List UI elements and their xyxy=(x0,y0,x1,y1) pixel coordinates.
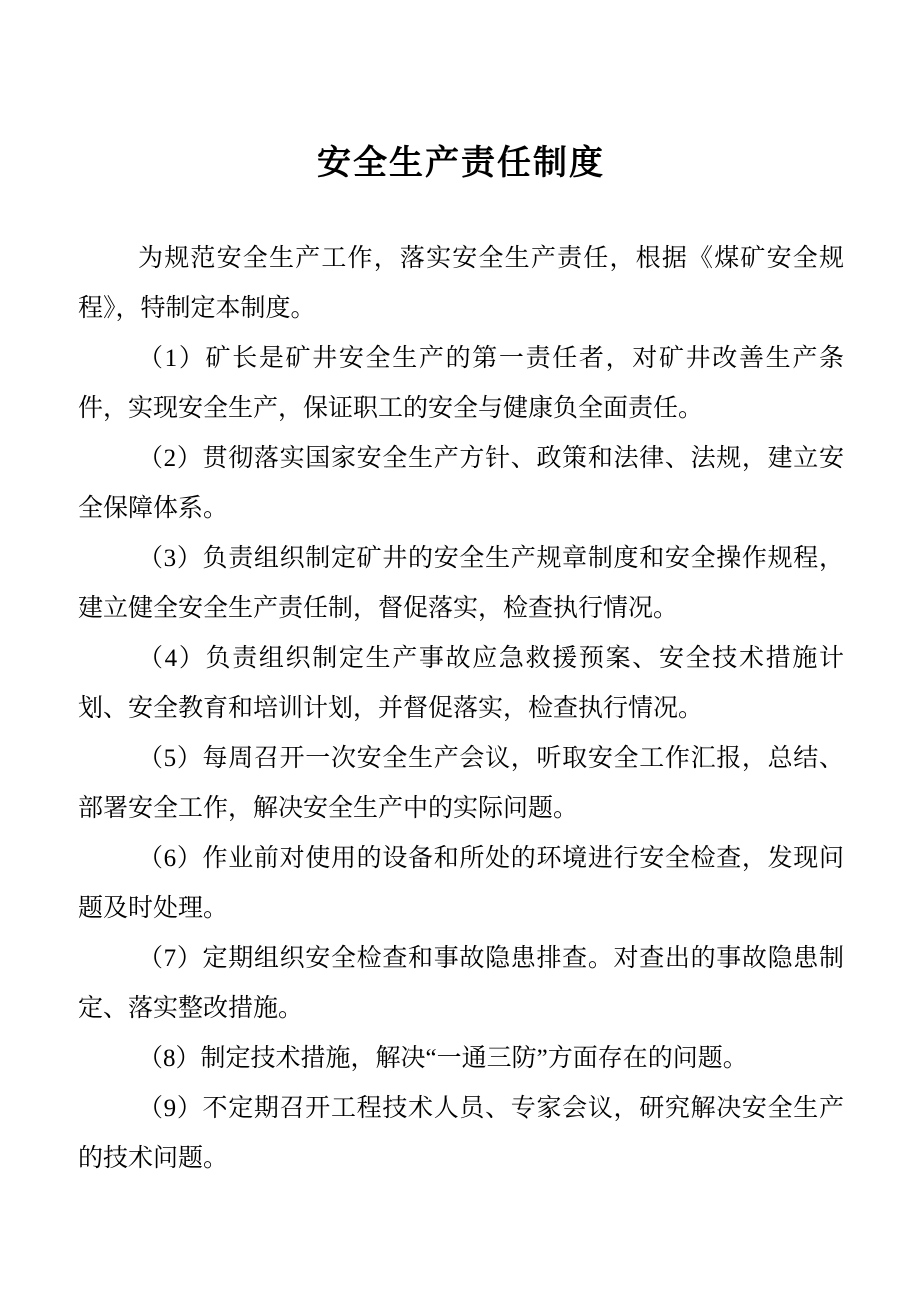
paragraph-item-6: （6）作业前对使用的设备和所处的环境进行安全检查，发现问题及时处理。 xyxy=(78,845,844,922)
document-body xyxy=(78,234,844,1184)
paragraph-item-2: （2）贯彻落实国家安全生产方针、政策和法律、法规，建立安全保障体系。 xyxy=(78,445,844,522)
document-title: 安全生产责任制度 xyxy=(317,144,605,182)
paragraph-intro: 为规范安全生产工作，落实安全生产责任，根据《煤矿安全规程》，特制定本制度。 xyxy=(78,245,844,322)
paragraph-item-4: （4）负责组织制定生产事故应急救援预案、安全技术措施计划、安全教育和培训计划，并督促落实，检查执行情况。 xyxy=(78,645,844,722)
paragraph-item-7: （7）定期组织安全检查和事故隐患排查。对查出的事故隐患制定、落实整改措施。 xyxy=(78,945,844,1022)
paragraph-item-9: （9）不定期召开工程技术人员、专家会议，研究解决安全生产的技术问题。 xyxy=(78,1095,844,1172)
paragraph-item-3: （3）负责组织制定矿井的安全生产规章制度和安全操作规程，建立健全安全生产责任制，督促落实，检查执行情况。 xyxy=(78,545,844,622)
paragraph-item-8: （8）制定技术措施，解决“一通三防”方面存在的问题。 xyxy=(138,1045,748,1072)
paragraph-item-5: （5）每周召开一次安全生产会议，听取安全工作汇报，总结、部署安全工作，解决安全生产中的实际问题。 xyxy=(78,745,844,822)
paragraph-item-1: （1）矿长是矿井安全生产的第一责任者，对矿井改善生产条件，实现安全生产，保证职工的安全与健康负全面责任。 xyxy=(78,345,844,422)
